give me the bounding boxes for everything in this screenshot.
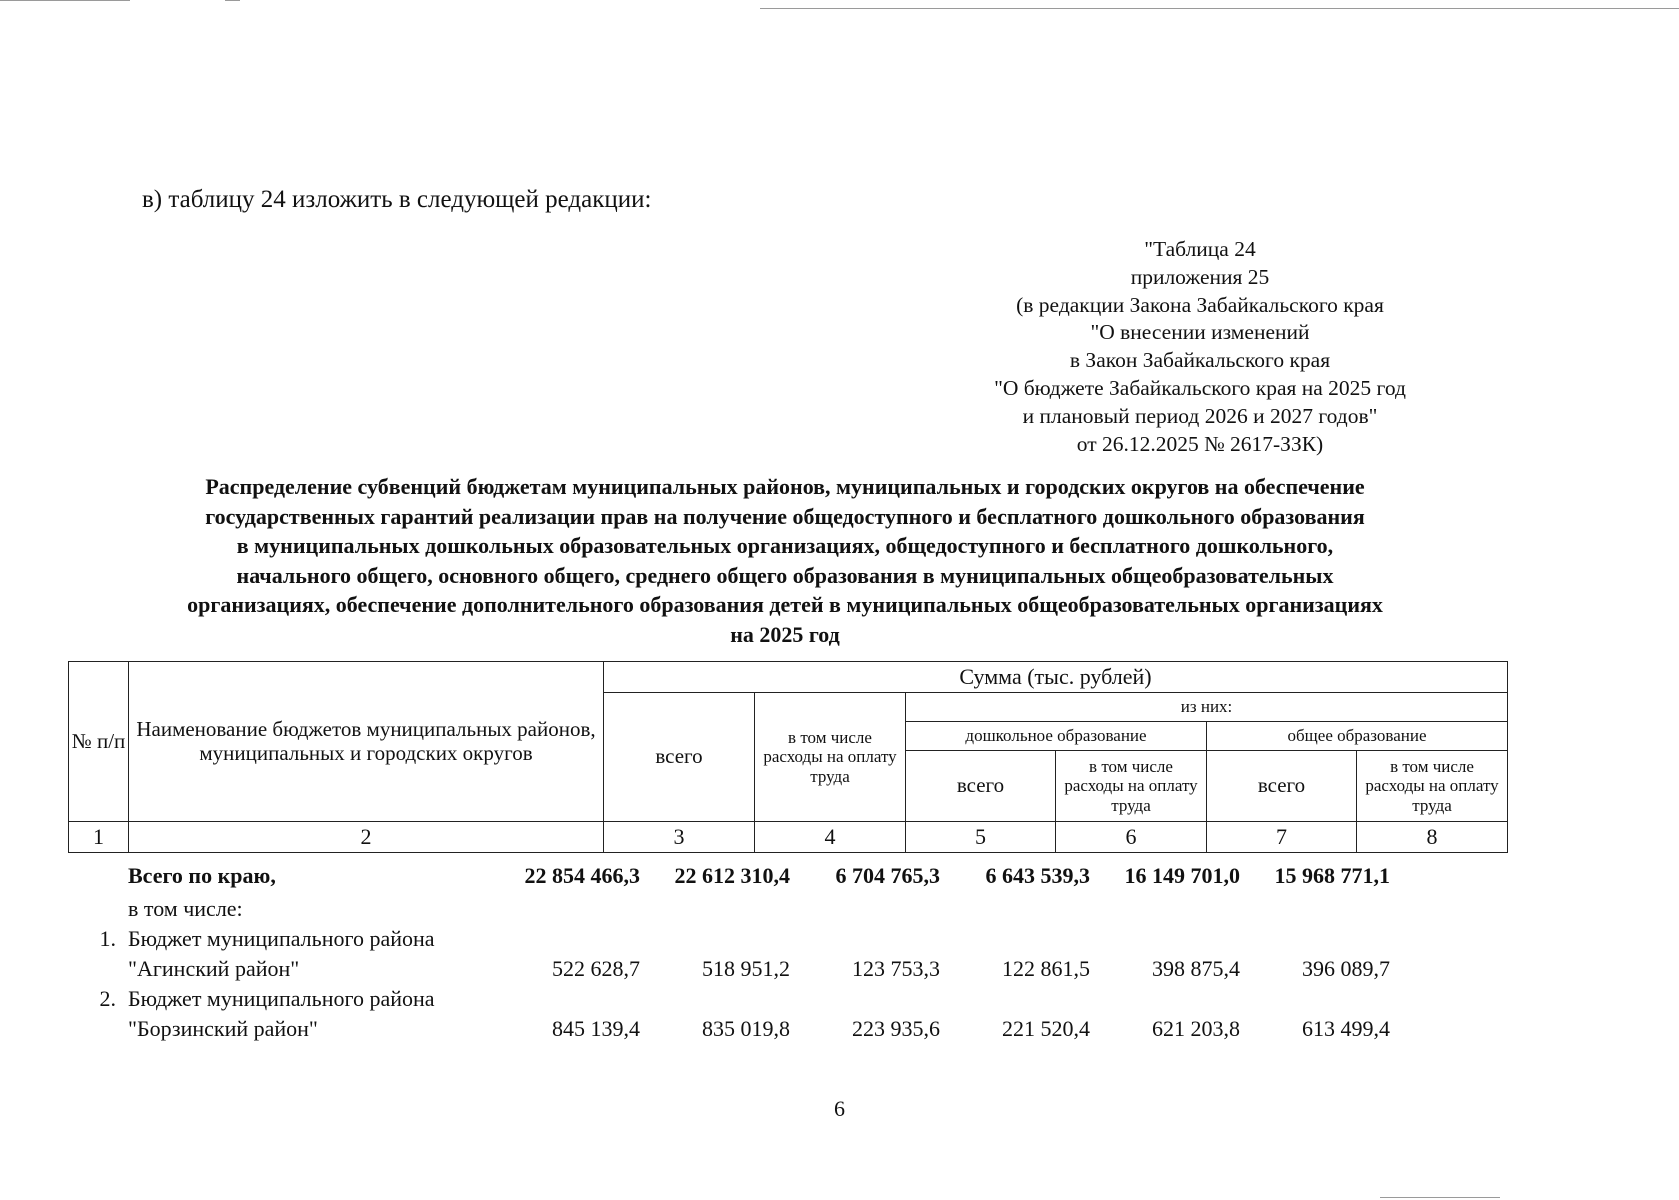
note-line: (в редакции Закона Забайкальского края [1016,292,1384,317]
title-line: государственных гарантий реализации прав на получение общедоступного и бесплатного дошкольного образования [205,503,1365,529]
scan-line [0,0,130,1]
table-header [68,661,1508,853]
value-cell: 123 753,3 [852,956,940,981]
title-line: организациях, обеспечение дополнительного образования детей в муниципальных общеобразовательных организациях [187,592,1383,617]
note-line: в Закон Забайкальского края [1069,348,1331,373]
value-cell: 22 854 466,3 [524,863,640,888]
scan-line [1380,1197,1500,1198]
note-line: "Таблица 24 [1144,237,1256,261]
table-note [960,236,1440,458]
value-cell: 398 875,4 [1152,956,1240,981]
value-cell: 122 861,5 [1002,956,1090,981]
col-number: 2 [129,822,604,853]
title-line: на 2025 год [730,621,840,647]
note-line: "О внесении изменений [1090,320,1310,345]
document-title [60,472,1510,649]
value-cell: 16 149 701,0 [1124,863,1240,888]
title-line: в муниципальных дошкольных образовательных организациях, общедоступного и бесплатного дошкольного, [236,533,1334,558]
row-name-line1: Бюджет муниципального района [128,926,435,951]
col-number: 6 [1056,822,1207,853]
row-number: 1. [99,926,116,951]
header-preschool-total: всего [906,751,1056,822]
row-name-line1: Бюджет муниципального района [128,986,435,1011]
value-cell: 845 139,4 [552,1016,640,1041]
note-line: и плановый период 2026 и 2027 годов" [1022,403,1378,428]
value-cell: 613 499,4 [1302,1016,1390,1041]
header-preschool-wages: в том числе расходы на оплату труда [1056,751,1207,822]
header-general-wages: в том числе расходы на оплату труда [1357,751,1508,822]
col-number: 3 [604,822,755,853]
row-number: 2. [99,986,116,1011]
page-number: 6 [834,1096,845,1121]
header-name: Наименование бюджетов муниципальных районов, муниципальных и городских округов [129,662,604,822]
title-line: Распределение субвенций бюджетам муниципальных районов, муниципальных и городских округов на обеспечение [205,474,1365,499]
value-cell: 223 935,6 [852,1016,940,1041]
row-name: Всего по краю, [128,863,276,888]
col-number: 4 [755,822,906,853]
note-line: "О бюджете Забайкальского края на 2025 год [994,375,1406,400]
note-line: от 26.12.2025 № 2617-ЗЗК) [1076,431,1324,456]
header-general-total: всего [1207,751,1357,822]
scan-line [760,8,1679,9]
intro-text: в) таблицу 24 изложить в следующей редакции: [142,186,652,213]
value-cell: 22 612 310,4 [674,863,790,888]
col-number: 8 [1357,822,1508,853]
row-name-line2: "Борзинский район" [128,1016,318,1041]
title-line: начального общего, основного общего, среднего общего образования в муниципальных общеобразовательных [236,562,1334,588]
header-of-them: из них: [906,693,1508,722]
row-incl-label: в том числе: [128,896,243,921]
value-cell: 396 089,7 [1302,956,1390,981]
value-cell: 518 951,2 [702,956,790,981]
header-incl-wages: в том числе расходы на оплату труда [755,693,906,822]
value-cell: 15 968 771,1 [1274,863,1390,888]
row-name-line2: "Агинский район" [128,956,300,981]
header-total: всего [604,693,755,822]
header-sum: Сумма (тыс. рублей) [604,662,1508,693]
col-number: 5 [906,822,1056,853]
value-cell: 221 520,4 [1002,1016,1090,1041]
value-cell: 6 643 539,3 [985,863,1090,888]
col-number: 7 [1207,822,1357,853]
value-cell: 621 203,8 [1152,1016,1240,1041]
value-cell: 522 628,7 [552,956,640,981]
note-line: приложения 25 [1130,264,1270,289]
header-no: № п/п [69,662,129,822]
scan-line [225,0,240,1]
header-preschool: дошкольное образование [906,722,1207,751]
header-general: общее образование [1207,722,1508,751]
col-number: 1 [69,822,129,853]
value-cell: 6 704 765,3 [835,863,940,888]
value-cell: 835 019,8 [702,1016,790,1041]
